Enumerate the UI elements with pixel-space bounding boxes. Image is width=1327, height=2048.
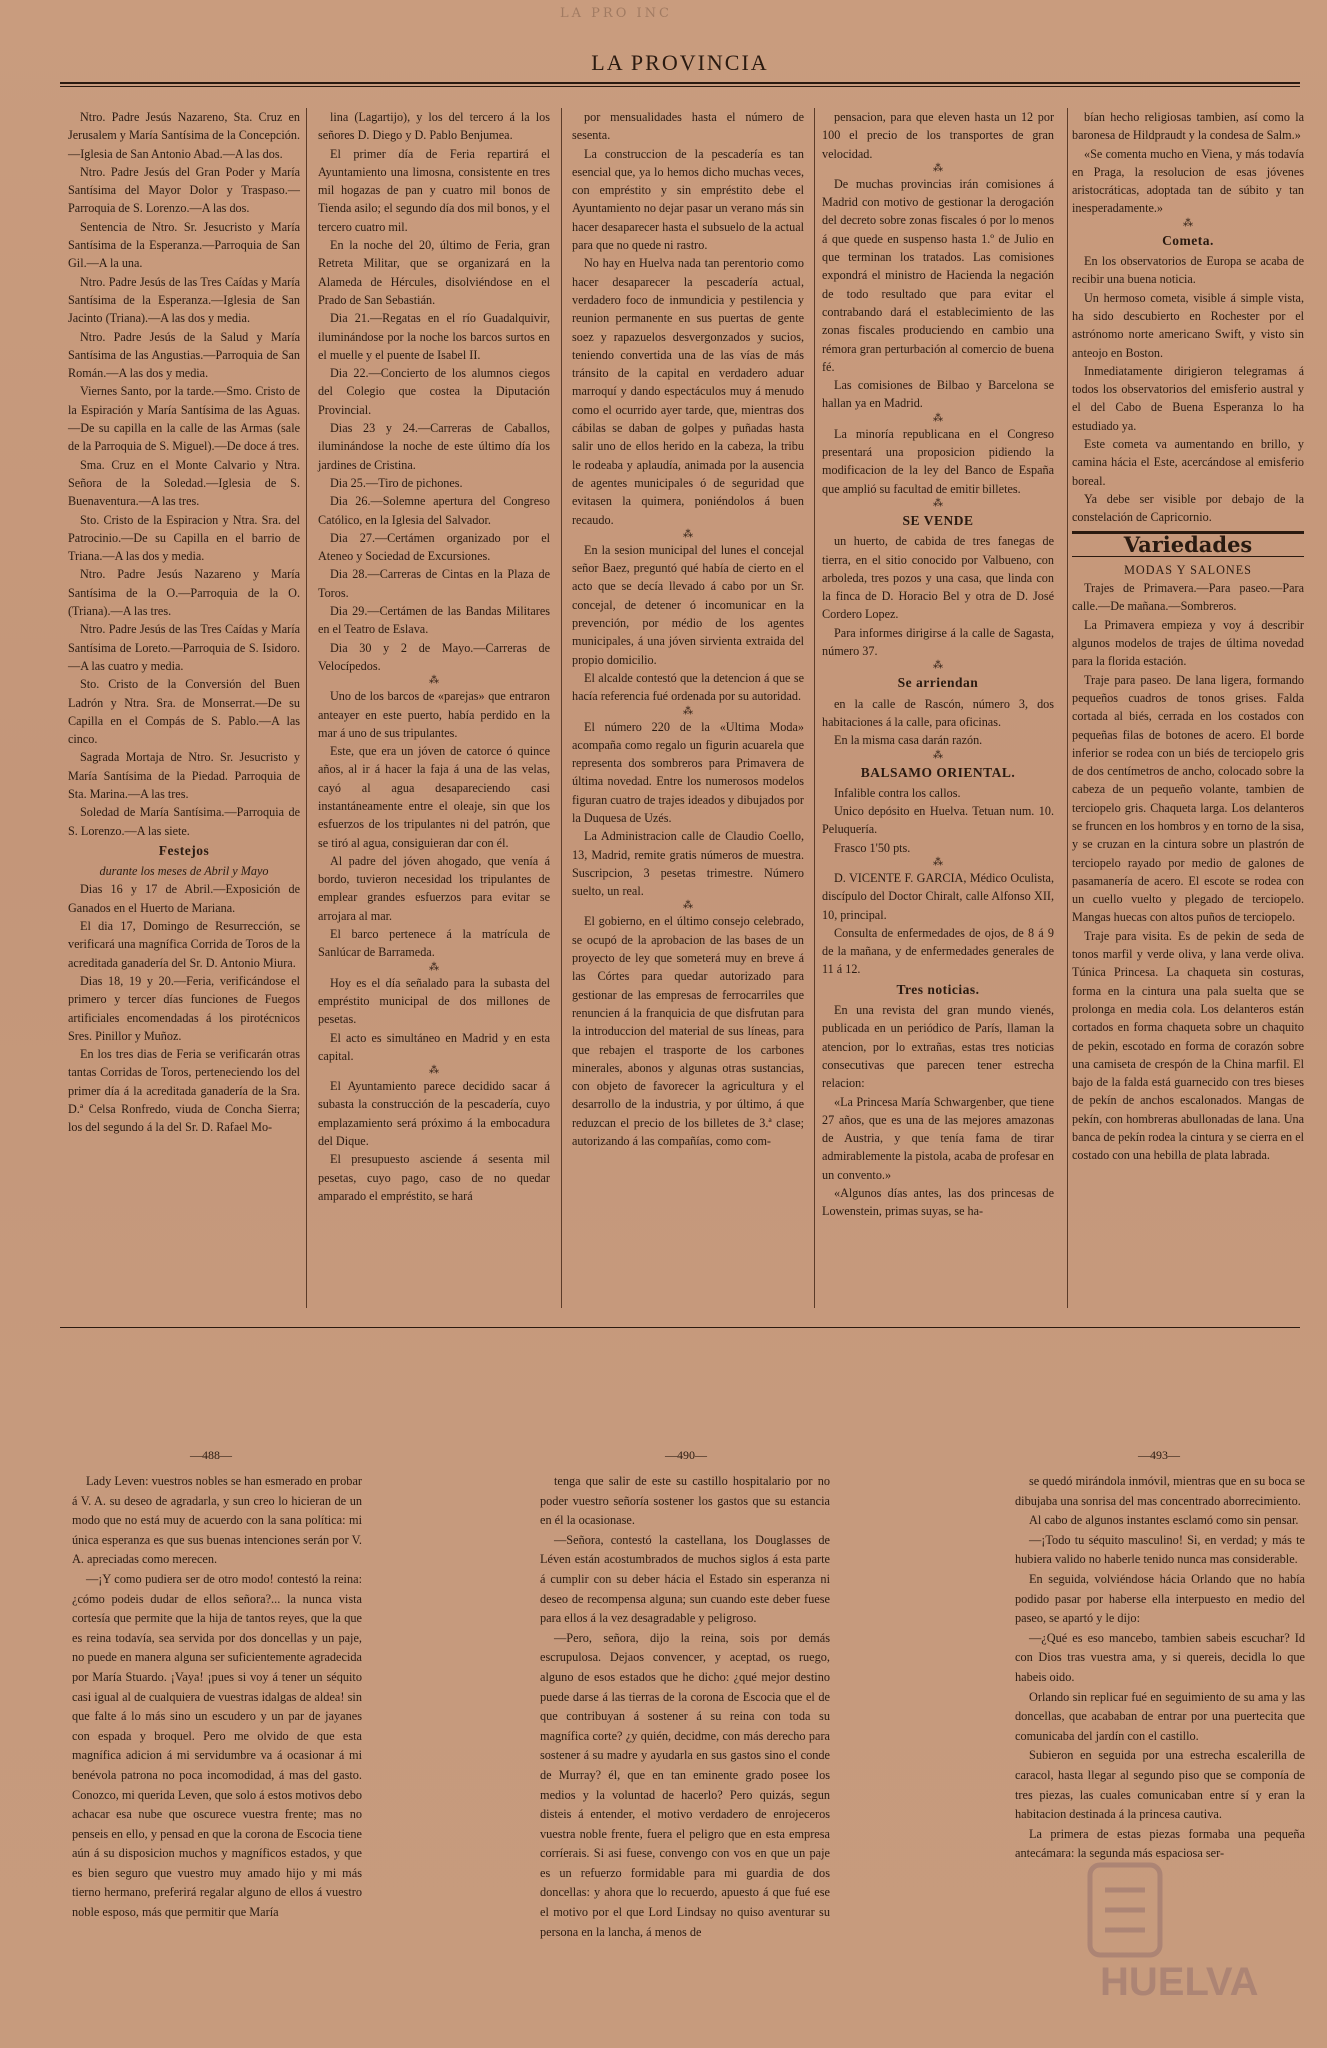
news-emprestito: [318, 974, 550, 1065]
procession-item: Sto. Cristo de la Conversión del Buen Ladrón y Ntra. Sra. de Monserrat.—De su Capilla en el Compás de S. Pablo.—A las cinco.: [68, 677, 300, 747]
cometa-article: [1072, 252, 1304, 526]
paragraph: Inmediatamente dirigieron telegramas á todos los observatorios del emisferio austral y el del Cabo de Buena Esperanza lo ha estudiado ya.: [1072, 363, 1304, 433]
variedades-title: Variedades: [1072, 531, 1304, 557]
procession-item: Viernes Santo, por la tarde.—Smo. Cristo de la Espiración y María Santísima de las Aguas.—De su capilla en la calle de las Armas (sale de la Parroquia de S. Miguel).—De doce á tres.: [68, 384, 300, 454]
paragraph: Frasco 1'50 pts.: [834, 840, 911, 855]
huelva-watermark-logo: [1080, 1855, 1300, 2005]
folletin-paragraph: —¡Todo tu séquito masculino! Si, en verdad; y más te hubiera valido no haberle tenido nunca mas considerable.: [1015, 1532, 1305, 1567]
masthead-rule-2: [60, 86, 1300, 87]
folletin-paragraph: tenga que salir de este su castillo hospitalario por no poder vuestro señoría sostener los gastos que su estancia en él la ocasionase.: [540, 1474, 830, 1528]
se-vende-title: SE VENDE: [902, 512, 974, 528]
separator-stars: ⁂: [933, 856, 943, 868]
procession-item: Sentencia de Ntro. Sr. Jesucristo y María Santísima de la Esperanza.—Parroquia de San Gil.—A la una.: [68, 219, 300, 271]
folletin-column-2: [540, 1472, 830, 1942]
festejos-title: Festejos: [158, 842, 210, 858]
paragraph: Unico depósito en Huelva. Tetuan num. 10. Peluquería.: [822, 804, 1054, 837]
separator-stars: ⁂: [683, 705, 693, 717]
paragraph: La minoría republicana en el Congreso presentará una proposicion pidiendo la modificacion de la ley del Banco de España que amplió su facultad de emitir billetes.: [822, 426, 1054, 496]
paragraph: El gobierno, en el último consejo celebrado, se ocupó de la aprobacion de las bases de un proyecto de ley que someterá muy en breve á las Córtes para quedar autorizado para gestionar de las empresas de ferrocarriles que renuncien á la franquicia de que disfrutan para la introduccion del material de sus líneas, para que rebajen el trasporte de los carbones minerales, abonos y algunas otras sustancias, con objeto de favorecer la agricultura y el desarrollo de la industria, y por último, á que reduzcan el precio de los billetes de 3.ª clase; autorizando á las compañías, como com-: [572, 914, 804, 1149]
folletin-paragraph: —Pero, señora, dijo la reina, sois por demás escrupulosa. Dejaos convencer, y aceptad, os ruego, alguno de esos estados que he dicho: ¿qué mejor destino puede darse á las tierras de la corona de Escocia que el de que contribuyan á sostener á su reina con toda su magnífica corte? ¿y quién, decidme, con más derecho para sostener á su madre y ayudarla en sus gastos sino el conde de Murray? él, que en tan eminente grado posee los medios y la voluntad de hacerlo? Pero quizás, segun disteis á entender, el motivo verdadero de enrojeceros vuestra noble frente, fuera el peligro que en esta empresa corríerais. Si asi fuese, convengo con vos en que un paje es un refuerzo formidable para mi guardia de dos doncellas: y ahora que lo recuerdo, apuesto á que fué ese el motivo por el que Lord Lindsay no quiso aventurar su persona en la lancha, á menos de: [540, 1630, 830, 1939]
separator-stars: ⁂: [933, 749, 943, 761]
festejo-item: Dia 30 y 2 de Mayo.—Carreras de Velocípedos.: [318, 640, 550, 673]
folletin-paragraph: —¡Y como pudiera ser de otro modo! contestó la reina: ¿cómo podeis dudar de ellos señora?... la nunca vista cortesía que permite que la hija de tantos reyes, que la que es reina todavía, sea servida por dos doncellas y un paje, no puede en manera alguna ser suficientemente agradecida por María Stuardo. ¡Vaya! ¡pues si voy á tener un séquito casi igual al de cualquiera de vuestras idalgas de aldea! sin que falte á lo más sino un escudero y un par de jayanes con espada y broquel. Pero me olvido de que esta magnífica adicion á mi servidumbre va á ocasionar á mi benévola patrona no poca incomodidad, á mas del gasto. Conozco, mi querida Leven, que solo á estos motivos debo achacar esa nube que oscurece vuestra frente; mas no penseis en ello, y pensad en que la corona de Escocia tiene aún á su disposicion muchos y magníficos estados, y que es bien seguro que vuestro muy amado hijo y mi más tierno hermano, preferirá regalar alguno de ellos á vuestro noble esposo, más que permitir que María: [72, 1571, 362, 1920]
festejo-item: Dias 23 y 24.—Carreras de Caballos, iluminándose la noche de este último día los jardines de Cristina.: [318, 421, 550, 472]
festejo-item: En los tres dias de Feria se verificarán otras tantas Corridas de Toros, perteneciendo los del primer día á la acreditada ganadería de la Sra. D.ª Celsa Ronfredo, viuda de Concha Sierra; los del segundo á la del Sr. D. Rafael Mo-: [68, 1047, 300, 1135]
paragraph: En una revista del gran mundo vienés, publicada en un periódico de París, llaman la atencion, por lo extrañas, estas tres noticias consecutivas que parecen tener estrecha relacion:: [822, 1003, 1054, 1091]
festejo-item: Dia 25.—Tiro de pichones.: [330, 475, 463, 490]
separator-stars: ⁂: [429, 1065, 439, 1077]
paragraph: El presupuesto asciende á sesenta mil pesetas, cuyo pago, caso de no quedar amparado el empréstito, se hará: [318, 1152, 550, 1203]
tres-noticias-cont: [1072, 108, 1304, 218]
paragraph: En los observatorios de Europa se acaba de recibir una buena noticia.: [1072, 254, 1304, 287]
masthead-rule-1: [60, 82, 1300, 84]
procession-item: Sagrada Mortaja de Ntro. Sr. Jesucristo y María Santísima de la Piedad. Parroquia de Sta. Marina.—A las tres.: [68, 750, 300, 801]
cometa-title: Cometa.: [1162, 232, 1214, 248]
procession-item: Sma. Cruz en el Monte Calvario y Ntra. Señora de la Soledad.—Iglesia de S. Buenaventura.—A las tres.: [68, 457, 300, 509]
modas-title: MODAS Y SALONES: [1124, 562, 1252, 577]
paragraph: Traje para visita. Es de pekin de seda de tonos marfil y verde oliva, y lana verde oliva. Túnica Princesa. La chaqueta sin costuras, forma en la cintura una pala suelta que se prolonga en media cola. Los delanteros están cortados en forma chaqueta sobre un chaquito de pekin, escotado en forma de corazón sobre una camiseta de crespón de la China marfil. El bajo de la falda está guarnecido con tres bieses de pekín de anchos escalonados. Mangas de pekín, con hombreras abullonadas de lana. Una banca de pekín rodea la cintura y se cierra en el costado con una hebilla de plata labrada.: [1072, 928, 1304, 1163]
news-gobierno: [572, 912, 804, 1150]
folletin-paragraph: La primera de estas piezas formaba una pequeña antecámara: la segunda más espaciosa ser-: [1015, 1826, 1305, 1861]
news-pescaderia: [318, 1077, 550, 1205]
paragraph: Uno de los barcos de «parejas» que entraron anteayer en este puerto, había perdido en la mar á uno de sus tripulantes.: [318, 689, 550, 740]
festejo-item: Dia 27.—Certámen organizado por el Ateneo y Sociedad de Excursiones.: [318, 530, 550, 564]
paragraph: La construccion de la pescadería es tan esencial que, ya lo hemos dicho muchas veces, con empréstito y sin empréstito debe el Ayuntamiento no dejar pasar un verano más sin hacer desaparecer hasta el subsuelo de la actual para que no quede ni rastro.: [572, 146, 804, 253]
separator-stars: ⁂: [429, 961, 439, 973]
festejo-item: Dias 16 y 17 de Abril.—Exposición de Ganados en el Huerto de Mariana.: [68, 882, 300, 915]
news-compensacion: [822, 108, 1054, 163]
news-ultima-moda: [572, 718, 804, 901]
top-stamp: LA PRO INC: [560, 6, 672, 21]
folletin-paragraph: —Señora, contestó la castellana, los Douglasses de Léven están acostumbrados de muchos siglos á esta parte á cumplir con su deber hácia el Estado sin esperanza ni deseo de recompensa alguna; sun cuando este deber fuese para ellos á la vez desagradable y peligroso.: [540, 1532, 830, 1626]
paragraph: En la misma casa darán razón.: [834, 733, 983, 748]
folletin-paragraph: Orlando sin replicar fué en seguimiento de su ama y las doncellas, que acababan de entrar por una puertecita que comunicaba del jardín con el castillo.: [1015, 1689, 1305, 1743]
paragraph: Ya debe ser visible por debajo de la constelación de Capricornio.: [1072, 491, 1304, 525]
festejo-item: Dias 18, 19 y 20.—Feria, verificándose el primero y tercer días funciones de Fuegos artificiales encomendadas á los pirotécnicos Sres. Pinillor y Muñoz.: [68, 973, 300, 1043]
paragraph: Traje para paseo. De lana ligera, formando pequeños cuadros de tonos grises. Falda cortada al biés, cerrada en los costados con pequeñas filas de botones de acero. El borde inferior se rodea con un biés de terciopelo gris de dos centímetros de ancho, colocado sobre la cabeza de un pequeño volante, tambien de terciopelo gris. Chaqueta larga. Los delanteros se fruncen en los hombros y en torno de la sisa, y se cruzan en la cintura sobre un plastrón de terciopelo rayado por medio de galones de pasamanería de acero. El escote se rodea con un cuello vuelto y plegado de terciopelo. Mangas huecas con altos puños de terciopelo.: [1072, 672, 1304, 925]
separator-stars: ⁂: [933, 660, 943, 672]
arriendan-title: Se arriendan: [897, 675, 979, 691]
folletin-paragraph: se quedó mirándola inmóvil, mientras que en su boca se dibujaba una sonrisa del mas concentrado aborrecimiento.: [1015, 1474, 1305, 1508]
separator-stars: ⁂: [683, 528, 693, 540]
balsamo-ad: [822, 784, 1054, 857]
paragraph: De muchas provincias irán comisiones á Madrid con motivo de gestionar la derogación del decreto sobre zonas fiscales ó por lo menos á que quede en suspenso hasta 1.º de Julio en que terminan los tratados. Las comisiones expondrá el ministro de Hacienda la negación de todo resultado que para evitar el contrabando dará el establecimiento de las zonas fiscales produciendo en cambio una rémora gran perturbación al comercio de buena fé.: [822, 176, 1054, 374]
masthead-title: LA PROVINCIA: [591, 50, 769, 75]
medico-ad: D. VICENTE F. GARCIA, Médico Oculista, discípulo del Doctor Chiralt, calle Alfonso XII, 10, principal.: [822, 870, 1054, 922]
procession-item: Sto. Cristo de la Espiracion y Ntra. Sra. del Patrocinio.—De su Capilla en el barrio de Triana.—A las dos y media.: [68, 512, 300, 564]
paragraph: Un hermoso cometa, visible á simple vista, ha sido descubierto en Rochester por el astrónomo norte americano Swift, y visto sin anteojo en Boston.: [1072, 290, 1304, 360]
paragraph: El acto es simultáneo en Madrid y en esta capital.: [318, 1030, 550, 1063]
paragraph: «Se comenta mucho en Viena, y más todavía en Praga, la resolucion de esas jóvenes aristocráticas, adoptada tan de súbito y tan inesperadamente.»: [1072, 146, 1304, 216]
paragraph: El alcalde contestó que la detencion á que se hacía referencia fué ordenada por su autoridad.: [572, 670, 804, 704]
festejo-item: Dia 28.—Carreras de Cintas en la Plaza de Toros.: [318, 567, 550, 600]
folletin-paragraph: Al cabo de algunos instantes esclamó como sin pensar.: [1029, 1513, 1299, 1528]
folletin-page-number: —493—: [1138, 1448, 1180, 1462]
separator-stars: ⁂: [933, 162, 943, 174]
festejos-continued: [318, 108, 550, 675]
news-barco: [318, 687, 550, 961]
paragraph: Las comisiones de Bilbao y Barcelona se hallan ya en Madrid.: [822, 378, 1054, 411]
news-zonas-fiscales: [822, 175, 1054, 413]
folletin-column-1: [72, 1472, 362, 1923]
paragraph: bían hecho religiosas tambien, así como la baronesa de Hildpraudt y la condesa de Salm.»: [1072, 110, 1304, 143]
folletin-paragraph: Lady Leven: vuestros nobles se han esmerado en probar á V. A. su deseo de agradarla, y sun creo lo hicieran de un modo que no está muy de acuerdo con la sana política: mi única esperanza es que sus buenas intenciones serán por V. A. apreciadas como merecen.: [72, 1474, 362, 1567]
paragraph: Hoy es el día señalado para la subasta del empréstito municipal de dos millones de pesetas.: [318, 975, 550, 1027]
tres-noticias-title: Tres noticias.: [896, 981, 980, 997]
balsamo-title: BALSAMO ORIENTAL.: [860, 764, 1016, 780]
paragraph: Este, que era un jóven de catorce ó quince años, al ir á hacer la faja á una de las velas, cayó al agua desapareciendo casi instantáneamente entre el oleaje, sin que los esfuerzos de los tripulantes ni del patrón, que se tiró al agua, consiguieran dar con él.: [318, 744, 550, 850]
procession-item: Ntro. Padre Jesús Nazareno y María Santísima de la O.—Parroquia de la O. (Triana).—A las tres.: [68, 567, 300, 619]
folletin-page-number: —490—: [665, 1448, 707, 1462]
procession-item: Ntro. Padre Jesús de las Tres Caídas y María Santísima de Loreto.—Parroquia de S. Isidoro.—A las cuatro y media.: [68, 622, 300, 673]
paragraph: «Algunos días antes, las dos princesas de Lowenstein, primas suyas, se ha-: [822, 1186, 1054, 1219]
paragraph: un huerto, de cabida de tres fanegas de tierra, en el sitio conocido por Valbueno, con arboleda, tres pozos y una casa, que linda con la finca de D. Horacio Bel y otra de D. José Cordero Lopez.: [822, 534, 1054, 622]
column-2: [318, 108, 550, 1205]
folletin-paragraph: —¿Qué es eso mancebo, tambien sabeis escuchar? Id con Dios tras vuestra ama, y si quereis, decidla lo que habeis oido.: [1015, 1630, 1305, 1684]
paragraph: La Administracion calle de Claudio Coello, 13, Madrid, remite gratis números de muestra. Suscripcion, 3 pesetas trimestre. Número suelto, un real.: [572, 829, 804, 899]
separator-stars: ⁂: [683, 900, 693, 912]
news-pescaderia-cont: [572, 108, 804, 529]
procession-item: Ntro. Padre Jesús de las Tres Caídas y María Santísima de la Esperanza.—Iglesia de San Jacinto (Triana).—A las dos y media.: [68, 274, 300, 326]
column-divider: [814, 108, 815, 1308]
festejos-subtitle: durante los meses de Abril y Mayo: [99, 864, 269, 879]
paragraph: pensacion, para que eleven hasta un 12 por 100 el precio de los transportes de gran velocidad.: [822, 110, 1054, 161]
paragraph: «La Princesa María Schwargenber, que tiene 27 años, que es una de las mejores amazonas de Austria, y que tenía fama de tirar admirablemente la pistola, acaba de profesar en un convento.»: [822, 1094, 1054, 1182]
column-divider: [561, 108, 562, 1308]
paragraph: En la sesion municipal del lunes el concejal señor Baez, preguntó qué había de cierto en el acto que se decía llevado á cabo por un Sr. concejal, de detener ó incomunicar en la prevención, por médio de los agentes municipales, á una jóven sirvienta extraida del propio domicilio.: [572, 542, 804, 667]
paragraph: Este cometa va aumentando en brillo, y camina hácia el Este, acercándose al emisferio boreal.: [1072, 437, 1304, 488]
paragraph: por mensualidades hasta el número de sesenta.: [572, 110, 804, 143]
modas-article: [1072, 579, 1304, 1165]
procession-item: Ntro. Padre Jesús Nazareno, Sta. Cruz en Jerusalem y María Santísima de la Concepción.—Iglesia de San Antonio Abad.—A las dos.: [68, 110, 300, 161]
paragraph: Infalible contra los callos.: [834, 785, 961, 800]
arriendan-ad: [822, 695, 1054, 750]
paragraph: El número 220 de la «Ultima Moda» acompaña como regalo un figurin acuarela que representa dos sombreros para Primavera de última novedad. Entre los numerosos modelos figuran cuatro de trajes ideados y dibujados por la Duquesa de Uzés.: [572, 719, 804, 825]
festejo-item: Dia 29.—Certámen de las Bandas Militares en el Teatro de Eslava.: [318, 604, 550, 637]
paragraph: Trajes de Primavera.—Para paseo.—Para calle.—De mañana.—Sombreros.: [1072, 581, 1304, 614]
column-divider: [1067, 108, 1068, 1308]
column-5: [1072, 108, 1304, 1165]
paragraph: El Ayuntamiento parece decidido sacar á subasta la construcción de la pescadería, cuyo emplazamiento será próximo á la embocadura del Dique.: [318, 1079, 550, 1149]
procession-item: Ntro. Padre Jesús del Gran Poder y María Santísima del Mayor Dolor y Traspaso.—Parroquia de S. Lorenzo.—A las dos.: [68, 164, 300, 216]
column-1: [68, 108, 300, 1137]
separator-stars: ⁂: [429, 675, 439, 687]
paragraph: La Primavera empieza y voy á describir algunos modelos de trajes de última novedad para la florida estación.: [1072, 617, 1304, 669]
folletin-paragraph: En seguida, volviéndose hácia Orlando que no había podido pasar por haberse ella interpuesto en medio del paseo, se apartó y le dijo:: [1015, 1571, 1305, 1626]
paragraph: Al padre del jóven ahogado, que venía á bordo, tuvieron necesidad los tripulantes de emplear grandes esfuerzos para evitar se arrojara al mar.: [318, 853, 550, 923]
separator-stars: ⁂: [1183, 217, 1193, 229]
paragraph: No hay en Huelva nada tan perentorio como hacer desaparecer la pescadería actual, verdadero foco de inmundicia y pestilencia y reunion permanente en sus puertas de gente soez y rapazuelos desvergonzados y sucios, teniendo convertida una de las vías de más tránsito de la capital en verdadero aduar marroquí y dando espectáculos muy á menudo como el ocurrido ayer tarde, que, mientras dos cábilas se daban de golpes y puñadas hasta salir uno de ellos herido en la cabeza, la tribu le rodeaba y aplaudía, animada por la ausencia de agentes municipales ó de seguridad que evitasen la quimera, poniéndolos á buen recaudo.: [572, 256, 804, 527]
news-minoria: [822, 425, 1054, 498]
festejo-item: Dia 22.—Concierto de los alumnos ciegos del Colegio que costea la Diputación Provincial.: [318, 366, 550, 417]
se-vende-ad: [822, 532, 1054, 660]
tres-noticias: [822, 1001, 1054, 1221]
festejo-item: El dia 17, Domingo de Resurrección, se verificará una magnífica Corrida de Toros de la acreditada ganadería del Sr. D. Antonio Miura.: [68, 919, 300, 970]
section-divider: [60, 1327, 1300, 1328]
separator-stars: ⁂: [933, 497, 943, 509]
folletin-column-3: [1015, 1472, 1305, 1864]
festejo-item: Dia 21.—Regatas en el río Guadalquivir, iluminándose por la noche los barcos surtos en el muelle y el puente de Isabel II.: [318, 311, 550, 362]
column-divider: [306, 108, 307, 1308]
folletin-page-number: —488—: [190, 1448, 232, 1462]
medico-hours: Consulta de enfermedades de ojos, de 8 á 9 de la mañana, y de enfermedades generales de 11 á 12.: [822, 925, 1054, 977]
column-3: [572, 108, 804, 1150]
paragraph: en la calle de Rascón, número 3, dos habitaciones á la calle, para oficinas.: [822, 696, 1054, 729]
festejo-item: El primer día de Feria repartirá el Ayuntamiento una limosna, consistente en tres mil hogazas de pan y cuatro mil bonos de Tienda asilo; el segundo día dos mil bonos, y el tercero cuatro mil.: [318, 146, 550, 234]
watermark-text: HUELVA: [1100, 1960, 1259, 2004]
procession-list: [68, 108, 300, 840]
festejos-list: [68, 880, 300, 1136]
column-4: [822, 108, 1054, 1221]
festejo-item: Dia 26.—Solemne apertura del Congreso Católico, en la Iglesia del Salvador.: [318, 494, 550, 527]
news-sesion-municipal: [572, 541, 804, 706]
folletin-paragraph: Subieron en seguida por una estrecha escalerilla de caracol, hasta llegar al segundo piso que se componía de tres piezas, las cuales comunicaban entre sí y eran la habitacion destinada á la princesa cautiva.: [1015, 1748, 1305, 1822]
festejo-item: lina (Lagartijo), y los del tercero á la los señores D. Diego y D. Pablo Benjumea.: [318, 110, 550, 143]
paragraph: Para informes dirigirse á la calle de Sagasta, número 37.: [822, 625, 1054, 659]
procession-item: Soledad de María Santísima.—Parroquia de S. Lorenzo.—A las siete.: [68, 805, 300, 838]
separator-stars: ⁂: [933, 412, 943, 424]
procession-item: Ntro. Padre Jesús de la Salud y María Santísima de las Angustias.—Parroquia de San Román.—A las dos y media.: [68, 329, 300, 381]
festejo-item: En la noche del 20, último de Feria, gran Retreta Militar, que se organizará en la Alameda de Hércules, disolviéndose en el Prado de San Sebastián.: [318, 238, 550, 307]
paragraph: El barco pertenece á la matrícula de Sanlúcar de Barrameda.: [318, 927, 550, 960]
